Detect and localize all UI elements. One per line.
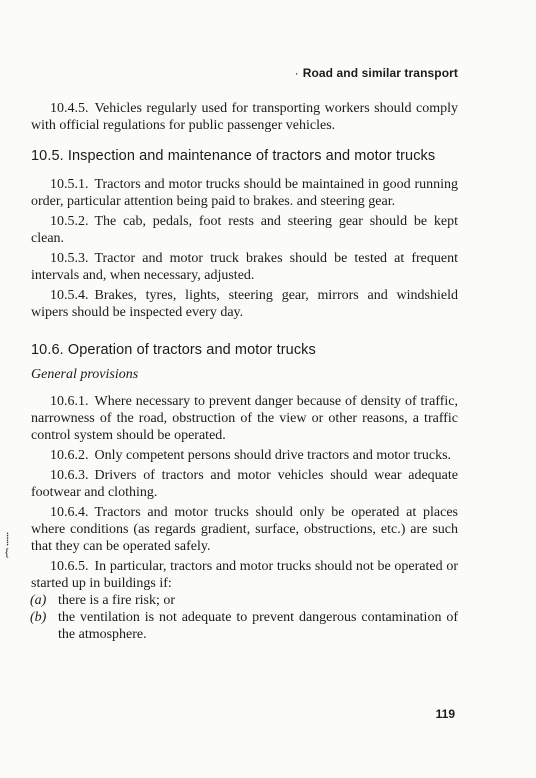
paragraph-number: 10.5.2. [50, 214, 89, 229]
margin-scan-mark: ⸽ [6, 532, 10, 546]
paragraph-text: Brakes, tyres, lights, steering gear, mirrors and windshield wipers should be inspected every day. [31, 288, 458, 320]
page-number: 119 [435, 707, 455, 721]
paragraph-number: 10.6.2. [50, 448, 89, 463]
paragraph-10-6-5 [31, 558, 458, 592]
paragraph-10-5-2 [31, 213, 458, 247]
section-heading-10-6: 10.6. Operation of tractors and motor trucks [31, 342, 316, 358]
list-item-text: the ventilation is not adequate to prevent dangerous contamination of the atmosphere. [58, 610, 458, 642]
paragraph-number: 10.6.3. [50, 468, 89, 483]
paragraph-number: 10.4.5. [50, 101, 89, 116]
paragraph-number: 10.6.4. [50, 505, 89, 520]
list-marker: (a) [30, 593, 47, 608]
section-heading-10-5: 10.5. Inspection and maintenance of tractors and motor trucks [31, 148, 436, 164]
paragraph-text: Tractor and motor truck brakes should be tested at frequent intervals and, when necessary, adjusted. [31, 251, 458, 283]
page-body [31, 100, 458, 643]
paragraph-text: Tractors and motor trucks should only be operated at places where conditions (as regards gradient, surface, obstructions, etc.) are such that they can be operated safely. [31, 505, 458, 554]
paragraph-text: Only competent persons should drive tractors and motor trucks. [94, 448, 452, 463]
running-header [295, 66, 458, 80]
paragraph-text: Vehicles regularly used for transporting workers should comply with official regulations for public passenger vehicles. [31, 101, 458, 133]
paragraph-text: Where necessary to prevent danger because of density of traffic, narrowness of the road, obstruction of the view or other reasons, a traffic control system should be operated. [31, 394, 458, 443]
paragraph-number: 10.6.1. [50, 394, 89, 409]
paragraph-number: 10.6.5. [50, 559, 89, 574]
paragraph-text: The cab, pedals, foot rests and steering gear should be kept clean. [31, 214, 458, 246]
paragraph-10-4-5 [31, 100, 458, 134]
header-mark: · [294, 66, 299, 80]
list-marker: (b) [30, 610, 47, 625]
header-title: Road and similar transport [302, 66, 458, 80]
paragraph-number: 10.5.1. [50, 177, 89, 192]
paragraph-text: Tractors and motor trucks should be maintained in good running order, particular attention being paid to brakes. and steering gear. [31, 177, 458, 209]
list-item-text: there is a fire risk; or [58, 593, 176, 608]
paragraph-10-5-4 [31, 287, 458, 321]
paragraph-number: 10.5.3. [50, 251, 89, 266]
paragraph-10-5-3 [31, 250, 458, 284]
paragraph-10-5-1 [31, 176, 458, 210]
paragraph-text: In particular, tractors and motor trucks should not be operated or started up in buildings if: [31, 559, 458, 591]
list-item [31, 609, 458, 643]
paragraph-10-6-1 [31, 393, 458, 444]
paragraph-10-6-4 [31, 504, 458, 555]
margin-scan-mark: { [4, 545, 10, 559]
paragraph-text: Drivers of tractors and motor vehicles should wear adequate footwear and clothing. [31, 468, 458, 500]
condition-list [31, 592, 458, 643]
paragraph-10-6-2 [31, 447, 458, 464]
paragraph-number: 10.5.4. [50, 288, 89, 303]
subheading-general-provisions: General provisions [31, 367, 139, 382]
list-item [31, 592, 458, 609]
paragraph-10-6-3 [31, 467, 458, 501]
